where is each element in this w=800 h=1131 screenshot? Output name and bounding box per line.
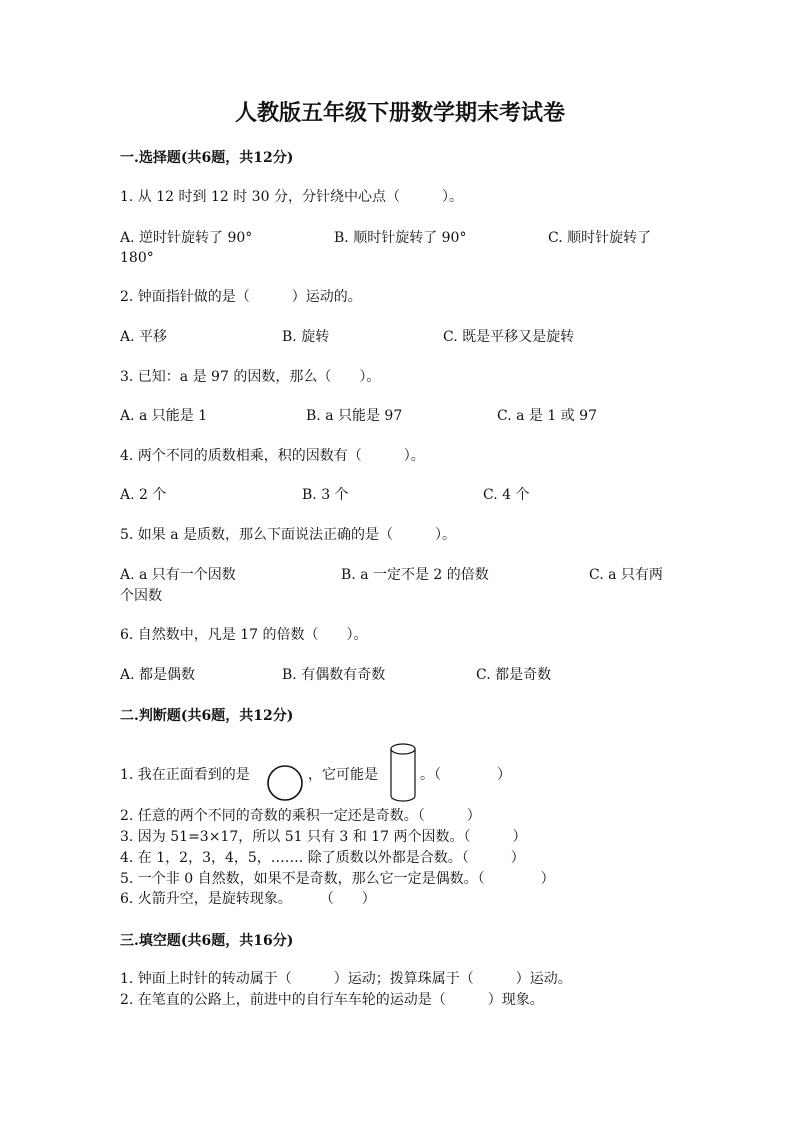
option-b: B. a 一定不是 2 的倍数 (341, 567, 489, 583)
option-a: A. a 只能是 1 (120, 408, 208, 424)
option-b: B. 顺时针旋转了 90° (334, 230, 467, 246)
option-a: A. a 只有一个因数 (120, 567, 236, 583)
fill-in-item: 2. 在笔直的公路上，前进中的自行车车轮的运动是（ ）现象。 (120, 992, 544, 1008)
section-heading-fill-in: 三.填空题(共6题，共16分) (120, 933, 294, 949)
option-a: A. 2 个 (120, 487, 167, 503)
cylinder-figure (388, 742, 418, 804)
question-stem: 6. 自然数中，凡是 17 的倍数（ ）。 (120, 627, 368, 643)
question-stem-part: 。（ ） (420, 767, 511, 783)
page-title: 人教版五年级下册数学期末考试卷 (234, 100, 565, 126)
question-stem-part: ，它可能是 (308, 767, 378, 783)
option-c: C. 既是平移又是旋转 (443, 329, 575, 345)
option-c: C. a 是 1 或 97 (497, 408, 597, 424)
judgement-item: 2. 任意的两个不同的奇数的乘积一定还是奇数。（ ） (120, 808, 481, 824)
question-stem: 3. 已知：a 是 97 的因数，那么（ ）。 (120, 369, 381, 385)
option-b: B. 旋转 (282, 329, 330, 345)
judgement-item: 6. 火箭升空，是旋转现象。 （ ） (120, 891, 376, 907)
question-stem-part: 1. 我在正面看到的是 (120, 767, 250, 783)
option-c: C. 4 个 (483, 487, 530, 503)
section-heading-choice: 一.选择题(共6题，共12分) (120, 150, 294, 166)
question-stem: 4. 两个不同的质数相乘，积的因数有（ ）。 (120, 448, 425, 464)
option-a: A. 平移 (120, 329, 168, 345)
question-stem: 1. 从 12 时到 12 时 30 分，分针绕中心点（ ）。 (120, 189, 463, 205)
option-c-continued: 180° (120, 250, 154, 266)
section-heading-judgement: 二.判断题(共6题，共12分) (120, 708, 294, 724)
option-b: B. 3 个 (302, 487, 349, 503)
judgement-item: 5. 一个非 0 自然数，如果不是奇数，那么它一定是偶数。（ ） (120, 871, 555, 887)
question-stem: 5. 如果 a 是质数，那么下面说法正确的是（ ）。 (120, 527, 457, 543)
judgement-item: 4. 在 1，2，3，4，5，……. 除了质数以外都是合数。（ ） (120, 850, 525, 866)
option-c: C. 都是奇数 (476, 667, 552, 683)
option-b: B. 有偶数有奇数 (282, 667, 386, 683)
judgement-item: 3. 因为 51=3×17，所以 51 只有 3 和 17 两个因数。（ ） (120, 829, 527, 845)
fill-in-item: 1. 钟面上时针的转动属于（ ）运动；拨算珠属于（ ）运动。 (120, 971, 572, 987)
circle-figure (266, 764, 304, 802)
option-a: A. 逆时针旋转了 90° (120, 230, 253, 246)
option-c-continued: 个因数 (120, 588, 162, 604)
option-c: C. 顺时针旋转了 (548, 230, 652, 246)
option-b: B. a 只能是 97 (306, 408, 403, 424)
option-a: A. 都是偶数 (120, 667, 196, 683)
option-c: C. a 只有两 (589, 567, 663, 583)
question-stem: 2. 钟面指针做的是（ ）运动的。 (120, 289, 362, 305)
